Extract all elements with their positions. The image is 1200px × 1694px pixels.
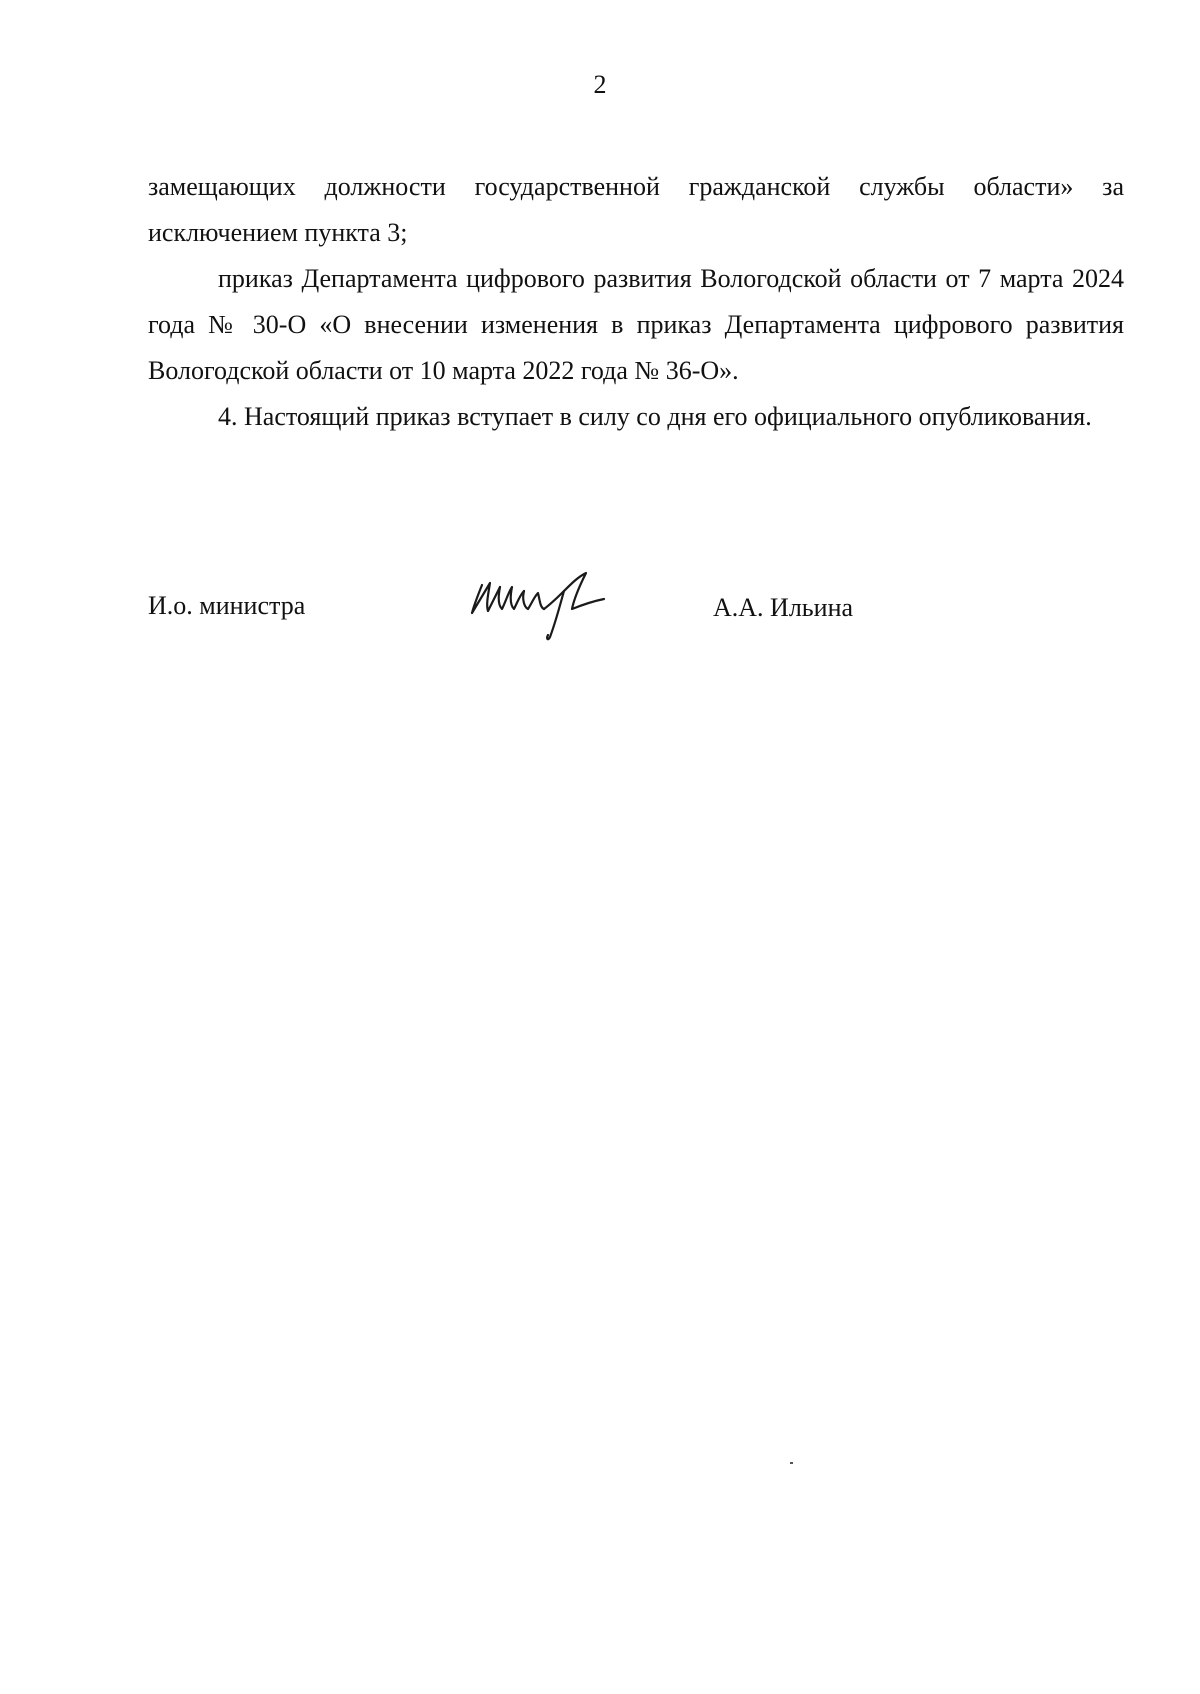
- signature-block: [148, 565, 1124, 645]
- document-body: [148, 164, 1124, 440]
- scan-artifact: [790, 1462, 793, 1464]
- paragraph-continuation: замещающих должности государственной гражданской службы области» за исключением пункта 3;: [148, 172, 1124, 247]
- paragraph-effective-date: 4. Настоящий приказ вступает в силу со дня его официального опубликования.: [218, 402, 1092, 431]
- signatory-title: И.о. министра: [148, 591, 306, 620]
- paragraph-order-reference: приказ Департамента цифрового развития Вологодской области от 7 марта 2024 года № 30-О «О внесении изменения в приказ Департамента цифрового развития Вологодской области от 10 марта 2022 года № 36-О».: [148, 264, 1124, 385]
- handwritten-signature: [468, 565, 608, 643]
- page-number: 2: [593, 70, 607, 99]
- signatory-name: А.А. Ильина: [713, 593, 854, 622]
